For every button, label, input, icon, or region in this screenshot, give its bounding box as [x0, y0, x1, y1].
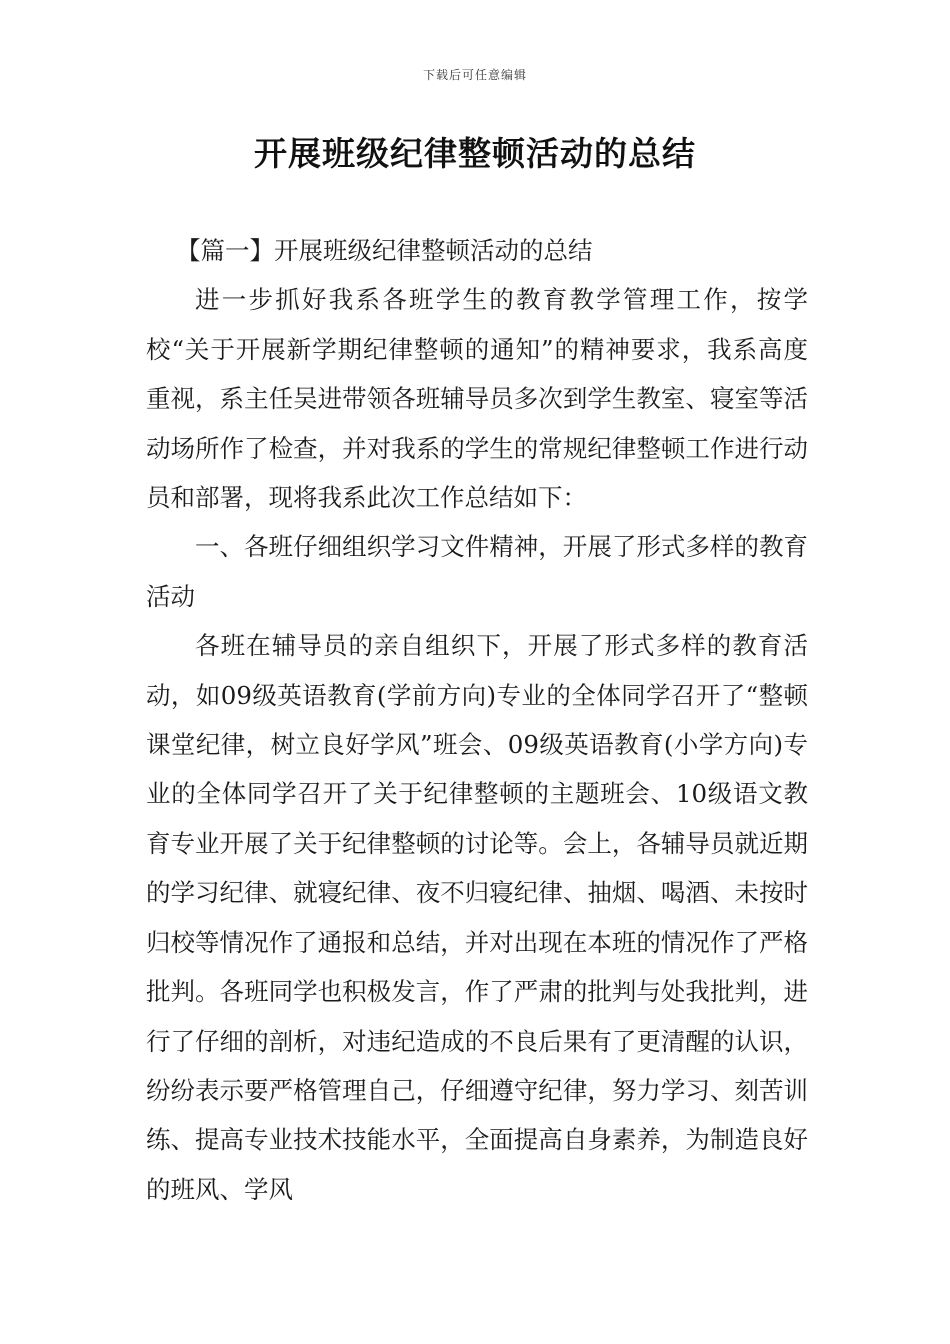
paragraph-activities: 各班在辅导员的亲自组织下，开展了形式多样的教育活动，如09级英语教育(学前方向)专业的全体同学召开了“整顿课堂纪律，树立良好学风”班会、09级英语教育(小学方向)专业的全体同学召开了关于纪律整顿的主题班会、10级语文教育专业开展了关于纪律整顿的讨论等。会上，各辅导员就近期的学习纪律、就寝纪律、夜不归寝纪律、抽烟、喝酒、未按时归校等情况作了通报和总结，并对出现在本班的情况作了严格批判。各班同学也积极发言，作了严肃的批判与处我批判，进行了仔细的剖析，对违纪造成的不良后果有了更清醒的认识，纷纷表示要严格管理自己，仔细遵守纪律，努力学习、刻苦训练、提高专业技术技能水平，全面提高自身素养，为制造良好的班风、学风: [146, 631, 808, 1204]
section-heading: 【篇一】开展班级纪律整顿活动的总结: [176, 236, 593, 265]
paragraph-intro: 进一步抓好我系各班学生的教育教学管理工作，按学校“关于开展新学期纪律整顿的通知”的精神要求，我系高度重视，系主任吴进带领各班辅导员多次到学生教室、寝室等活动场所作了检查，并对我系的学生的常规纪律整顿工作进行动员和部署，现将我系此次工作总结如下：: [146, 285, 808, 513]
header-note: 下载后可任意编辑: [422, 68, 527, 82]
document-title: 开展班级纪律整顿活动的总结: [254, 134, 696, 173]
paragraph-subheading-one: 一、各班仔细组织学习文件精神，开展了形式多样的教育活动: [146, 532, 808, 611]
document-body: [146, 226, 808, 1214]
